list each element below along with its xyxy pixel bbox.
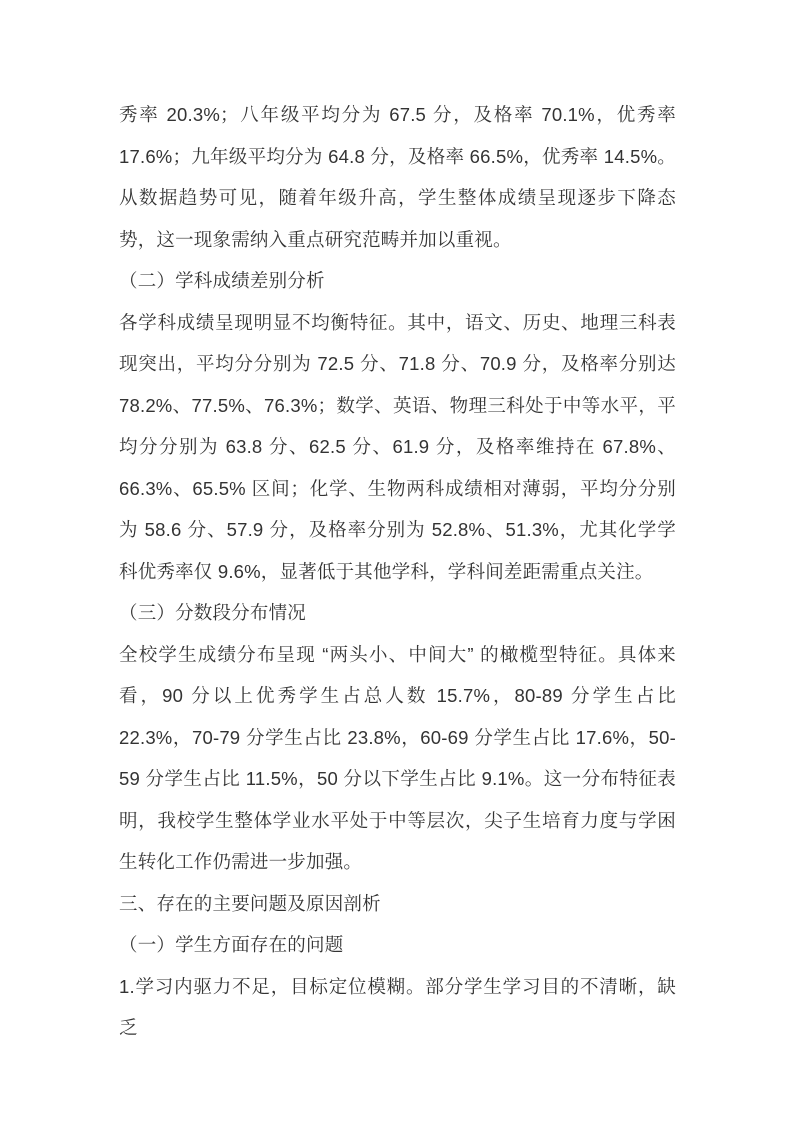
body-paragraph: 全校学生成绩分布呈现 “两头小、中间大” 的橄榄型特征。具体来看，90 分以上优秀学生占总人数 15.7%，80-89 分学生占比 22.3%，70-79 分学生占比 23.8%，60-69 分学生占比 17.6%，50-59 分学生占比 11.5%，50 分以下学生占比 9.1%。这一分布特征表明，我校学生整体学业水平处于中等层次，尖子生培育力度与学困生转化工作仍需进一步加强。 xyxy=(119,643,676,872)
body-paragraph: 各学科成绩呈现明显不均衡特征。其中，语文、历史、地理三科表现突出，平均分分别为 72.5 分、71.8 分、70.9 分，及格率分别达 78.2%、77.5%、76.3%；数学、英语、物理三科处于中等水平，平均分分别为 63.8 分、62.5 分、61.9 分，及格率维持在 67.8%、66.3%、65.5% 区间；化学、生物两科成绩相对薄弱，平均分分别为 58.6 分、57.9 分，及格率分别为 52.8%、51.3%，尤其化学学科优秀率仅 9.6%，显著低于其他学科，学科间差距需重点关注。 xyxy=(119,311,676,582)
document-text-block xyxy=(119,94,676,1049)
section-heading: （一）学生方面存在的问题 xyxy=(119,934,344,955)
section-heading: （二）学科成绩差别分析 xyxy=(119,270,325,291)
section-heading: 三、存在的主要问题及原因剖析 xyxy=(119,892,381,914)
section-heading: （三）分数段分布情况 xyxy=(119,602,307,623)
body-paragraph: 秀率 20.3%；八年级平均分为 67.5 分，及格率 70.1%，优秀率 17.6%；九年级平均分为 64.8 分，及格率 66.5%，优秀率 14.5%。从数据趋势可见，随着年级升高，学生整体成绩呈现逐步下降态势，这一现象需纳入重点研究范畴并加以重视。 xyxy=(119,104,676,250)
body-paragraph: 1.学习内驱力不足，目标定位模糊。部分学生学习目的不清晰，缺乏 xyxy=(119,975,676,1038)
